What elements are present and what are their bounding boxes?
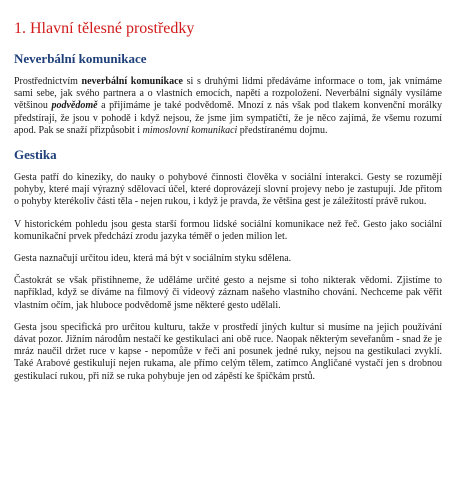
- paragraph-neverbalni: [14, 76, 442, 137]
- paragraph-gestika-4: Častokrát se však přistihneme, že uděláme určité gesto a nejsme si toho nikterak vědomi. Zjistíme to například, když se díváme na filmový či videový záznam našeho vlastního chování. Nechceme pak věřit vlastním očím, jak hluboce podvědomě jsme některé gesto udělali.: [14, 275, 442, 311]
- section-heading-neverbalni: Neverbální komunikace: [14, 51, 147, 66]
- chapter-heading: 1. Hlavní tělesné prostředky: [14, 20, 195, 37]
- bold-term: neverbální komunikace: [81, 76, 183, 87]
- paragraph-gestika-2: V historickém pohledu jsou gesta starší formou lidské sociální komunikace než řeč. Gesto jako sociální komunikační prvek předchází zrodu jazyka téměř o jeden milion let.: [14, 218, 442, 242]
- text-run: Prostřednictvím: [14, 76, 82, 87]
- paragraph-gestika-1: Gesta patří do kineziky, do nauky o pohybové činnosti člověka v sociální interakci. Gesty se rozumějí pohyby, které mají výrazný sdělovací účel, které doprovázejí slovní projevy nebo je zastupují. Jde přitom o pohyby kterékoliv části těla - nejen rukou, i když je pravda, že většina gest je záležitostí právě rukou.: [14, 172, 442, 208]
- text-run: si s druhými lidmi předáváme informace o tom, jak vnímáme sami sebe, jak svého partnera a o vlastních emocích, napětí a rozpoložení. Neverbální signály vysíláme většinou: [14, 76, 442, 112]
- bold-italic-term: podvědomě: [51, 100, 98, 112]
- paragraph-gestika-5: Gesta jsou specifická pro určitou kulturu, takže v prostředí jiných kultur si musíme na jejich používání dávat pozor. Jižním národům nestačí ke gestikulaci ani obě ruce. Naopak některým seveřanům - snad že je mráz naučil držet ruce v kapse - nepomůže v řeči ani posunek jedné ruky, nejsou na gestikulaci zvyklí. Také Arabové gestikulují nejen rukama, ale přímo celým tělem, zatímco Angličané vystačí jen s drobnou gestikulací rukou, při níž se ruka pohybuje jen od zápěstí ke špičkám prstů.: [14, 321, 442, 382]
- text-run: a přijímáme je také podvědomě. Mnozí z nás však pod tlakem konvenční morálky předstírají, že jsou v pohodě i když nejsou, že jsme jim sympatičtí, že je něco zajímá, že všemu rozumí apod. Pak se snaží přizpůsobit i: [14, 100, 442, 136]
- section-heading-gestika: Gestika: [14, 147, 57, 163]
- paragraph-gestika-3: Gesta naznačují určitou ideu, která má být v sociálním styku sdělena.: [14, 253, 292, 265]
- italic-term: mimoslovní komunikaci: [142, 124, 238, 136]
- text-run: předstíranému dojmu.: [237, 124, 328, 136]
